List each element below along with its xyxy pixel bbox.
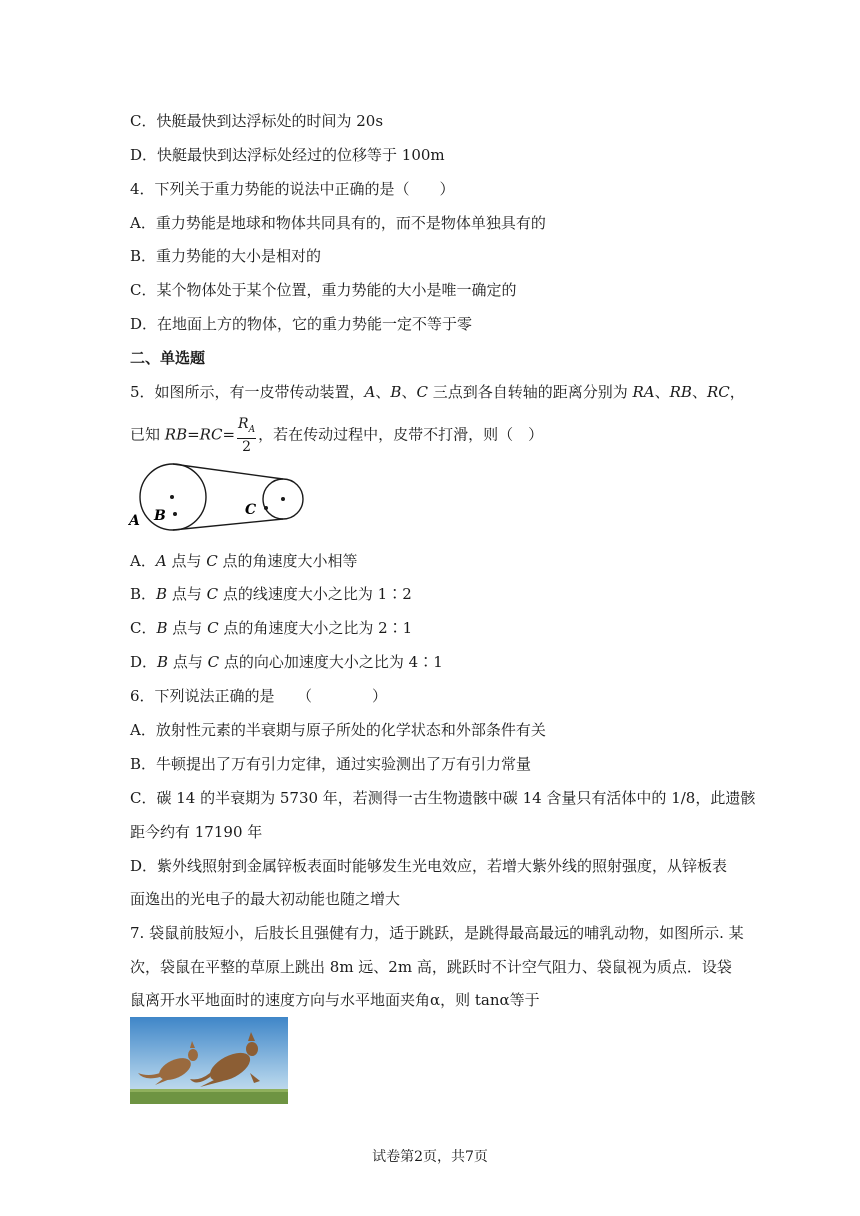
- question-7-line2: 次，袋鼠在平整的草原上跳出 8m 远、2m 高，跳跃时不计空气阻力、袋鼠视为质点．设袋: [130, 958, 732, 976]
- question-6-stem: 6．下列说法正确的是 （ ）: [130, 687, 388, 705]
- kangaroo-photo: [130, 1017, 288, 1104]
- q4-option-a: A．重力势能是地球和物体共同具有的，而不是物体单独具有的: [130, 214, 546, 232]
- q5-option-b: B．B 点与 C 点的线速度大小之比为 1∶2: [130, 585, 412, 603]
- point-c-label: C: [245, 502, 257, 518]
- question-5-stem-line1: 5．如图所示，有一皮带传动装置，A、B、C 三点到各自转轴的距离分别为 RA、RB、RC，: [130, 383, 745, 401]
- q6-option-c-line1: C．碳 14 的半衰期为 5730 年，若测得一古生物遗骸中碳 14 含量只有活体中的 1/8，此遗骸: [130, 789, 756, 807]
- question-7-line1: 7. 袋鼠前肢短小，后肢长且强健有力，适于跳跃，是跳得最高最远的哺乳动物，如图所示. 某: [130, 924, 744, 942]
- point-b-label: B: [154, 508, 166, 524]
- q4-option-b: B．重力势能的大小是相对的: [130, 247, 322, 265]
- q4-option-c: C．某个物体处于某个位置，重力势能的大小是唯一确定的: [130, 281, 517, 299]
- page-footer: 试卷第2页，共7页: [372, 1149, 488, 1165]
- question-5-stem-line2: 已知 RB=RC= $\frac{R_A}{2}$ ，若在传动过程中，皮带不打滑，则（ ）: [130, 416, 544, 455]
- q4-option-d: D．在地面上方的物体，它的重力势能一定不等于零: [130, 315, 473, 333]
- q6-option-c-line2: 距今约有 17190 年: [130, 823, 263, 841]
- q5-option-d: D．B 点与 C 点的向心加速度大小之比为 4∶1: [130, 653, 443, 671]
- belt-transmission-diagram: [128, 462, 308, 532]
- fraction-ra-over-2: $\frac{R_A}{2}$: [238, 416, 256, 455]
- section-heading-single-choice: 二、单选题: [130, 349, 206, 367]
- q3-option-d: D．快艇最快到达浮标处经过的位移等于 100m: [130, 146, 445, 164]
- point-a-label: A: [129, 513, 140, 529]
- q3-option-c: C．快艇最快到达浮标处的时间为 20s: [130, 112, 384, 130]
- question-4-stem: 4．下列关于重力势能的说法中正确的是（ ）: [130, 180, 455, 198]
- q6-option-a: A．放射性元素的半衰期与原子所处的化学状态和外部条件有关: [130, 721, 546, 739]
- question-7-line3: 鼠离开水平地面时的速度方向与水平地面夹角α，则 tanα等于: [130, 991, 540, 1009]
- q5-option-a: A．A 点与 C 点的角速度大小相等: [130, 552, 358, 570]
- q6-option-b: B．牛顿提出了万有引力定律，通过实验测出了万有引力常量: [130, 755, 532, 773]
- q6-option-d-line2: 面逸出的光电子的最大初动能也随之增大: [130, 890, 401, 908]
- q6-option-d-line1: D．紫外线照射到金属锌板表面时能够发生光电效应，若增大紫外线的照射强度，从锌板表: [130, 857, 728, 875]
- q5-option-c: C．B 点与 C 点的角速度大小之比为 2∶1: [130, 619, 413, 637]
